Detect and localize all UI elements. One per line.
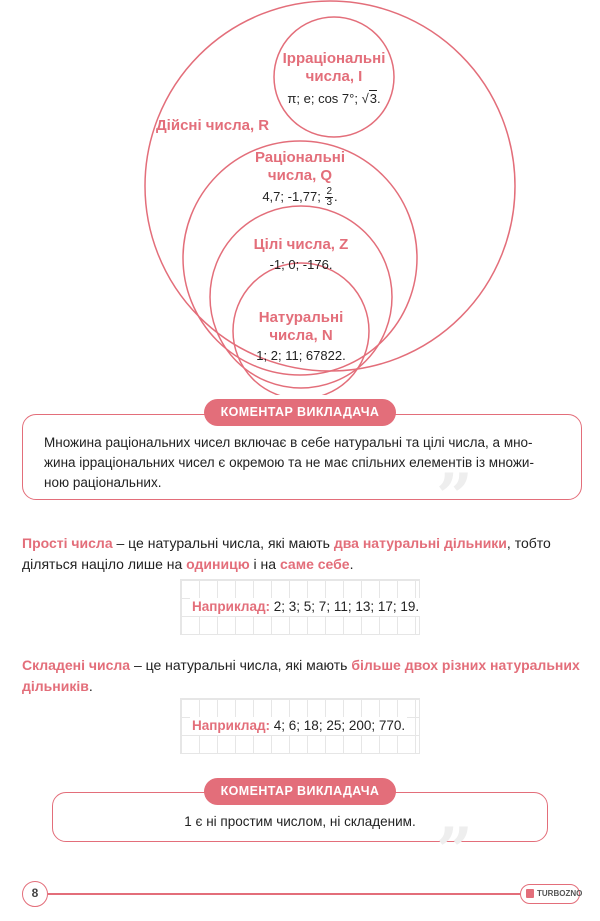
footer-divider xyxy=(48,893,520,895)
irrational-examples: π; e; cos 7°; √3. xyxy=(287,91,381,106)
irrational-label xyxy=(274,50,394,107)
number-sets-diagram xyxy=(0,0,600,395)
natural-title-line1: Натуральні xyxy=(258,309,344,326)
composite-example-values: 4; 6; 18; 25; 200; 770. xyxy=(270,718,406,733)
brand-logo xyxy=(520,884,583,904)
rational-title-line2: числа, Q xyxy=(267,167,333,184)
irrational-title-line1: Ірраціональні xyxy=(282,50,386,67)
quote-mark-icon: ” xyxy=(436,460,473,535)
natural-examples: 1; 2; 11; 67822. xyxy=(256,348,346,363)
natural-title-line2: числа, N xyxy=(269,327,333,344)
composite-definition: Складені числа – це натуральні числа, які мають більше двох різних натуральних дільників. xyxy=(22,657,580,694)
fraction-numerator: 2 xyxy=(326,186,333,197)
rational-examples: 4,7; -1,77; $\frac{2}{3}$ . xyxy=(262,186,338,208)
prime-example-label: Наприклад: xyxy=(192,599,271,614)
sqrt-sign: √ xyxy=(361,91,369,106)
prime-definition: Прості числа – це натуральні числа, які мають два натуральні дільники, тобто діляться націло лише на одиницю і на саме себе. xyxy=(22,535,551,572)
rational-title-line1: Раціональні xyxy=(254,149,346,166)
composite-example xyxy=(190,717,407,735)
book-icon xyxy=(526,889,534,898)
teacher-comment-text-2: 1 є ні простим числом, ні складеним. xyxy=(184,814,416,829)
integer-label xyxy=(226,236,376,273)
quote-mark-icon-2: ” xyxy=(436,814,473,889)
natural-label xyxy=(236,309,366,364)
composite-example-label: Наприклад: xyxy=(192,718,271,733)
prime-term: Прості числа xyxy=(22,535,113,551)
prime-example-values: 2; 3; 5; 7; 11; 13; 17; 19. xyxy=(270,599,420,614)
integer-examples: -1; 0; -176. xyxy=(269,257,333,272)
irrational-title-line2: числа, I xyxy=(305,68,363,85)
rational-label xyxy=(240,149,360,208)
fraction xyxy=(325,187,333,208)
page-number: 8 xyxy=(22,881,48,907)
composite-term: Складені числа xyxy=(22,657,131,673)
teacher-comment-badge-2: КОМЕНТАР ВИКЛАДАЧА xyxy=(204,778,396,805)
real-title: Дійсні числа, R xyxy=(156,117,270,134)
integer-title: Цілі числа, Z xyxy=(253,236,349,253)
sqrt-value: 3 xyxy=(369,91,377,106)
real-label xyxy=(156,117,286,135)
prime-example xyxy=(190,598,421,616)
brand-name: TURBOZNO xyxy=(537,889,583,898)
teacher-comment-text-1: Множина раціональних чисел включає в себе натуральні та цілі числа, а мно- жина ірраціональних чисел є окремою та не має спільних елементів із множи- ною раціональних. xyxy=(44,435,534,490)
teacher-comment-badge-1: КОМЕНТАР ВИКЛАДАЧА xyxy=(204,399,396,426)
fraction-denominator: 3 xyxy=(326,197,333,208)
